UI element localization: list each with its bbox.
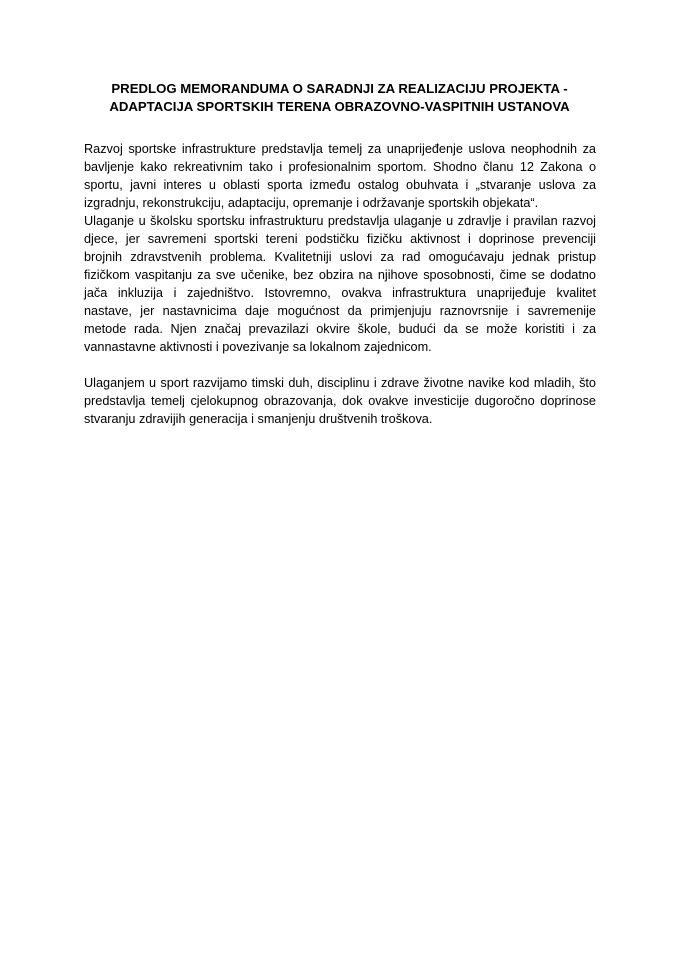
- paragraph-line: nastave, jer nastavnicima daje mogućnost da primjenjuju raznovrsnije i savremenije: [84, 304, 596, 318]
- paragraph-line: Ulaganje u školsku sportsku infrastrukturu predstavlja ulaganje u zdravlje i pravilan razvoj: [84, 214, 596, 228]
- paragraph-line: djece, jer savremeni sportski tereni podstičku fizičku aktivnost i doprinose prevenciji: [84, 232, 596, 246]
- paragraph-sport-benefits: [84, 374, 596, 428]
- paragraph-line: Razvoj sportske infrastrukture predstavlja temelj za unaprijeđenje uslova neophodnih za: [84, 142, 596, 156]
- paragraph-line: metode rada. Njen značaj prevazilazi okvire škole, budući da se može koristiti i za: [84, 322, 596, 336]
- paragraph-line: jača inkluzija i zajedništvo. Istovremno, ovakva infrastruktura unapriјeđuje kvalitet: [84, 286, 596, 300]
- paragraph-line: vannastavne aktivnosti i povezivanje sa lokalnom zajednicom.: [84, 340, 432, 354]
- title-line: PREDLOG MEMORANDUMA O SARADNJI ZA REALIZACIJU PROJEKTA -: [111, 81, 568, 96]
- paragraph-line: stvaranju zdravijih generacija i smanjenju društvenih troškova.: [84, 412, 433, 426]
- paragraph-line: izgradnju, rekonstrukciju, adaptaciju, opremanje i održavanje sportskih objekata“.: [84, 196, 539, 210]
- title-line: ADAPTACIJA SPORTSKIH TERENA OBRAZOVNO-VASPITNIH USTANOVA: [109, 99, 570, 114]
- paragraph-line: predstavlja temelj cjelokupnog obrazovanja, dok ovakve investicije dugoročno doprinose: [84, 394, 596, 408]
- paragraph-line: brojnih zdravstvenih problema. Kvalitetniji uslovi za rad omogućavaju jednak pristup: [84, 250, 596, 264]
- paragraph-line: sportu, javni interes u oblasti sporta između ostalog obuhvata i „stvaranje uslova za: [84, 178, 596, 192]
- document-title: [40, 80, 639, 116]
- paragraph-line: Ulaganjem u sport razvijamo timski duh, disciplinu i zdrave životne navike kod mladih, što: [84, 376, 596, 390]
- paragraph-infrastructure: [84, 140, 596, 212]
- paragraph-line: fizičkom vaspitanju za sve učenike, bez obzira na njihove sposobnosti, čime se dodatno: [84, 268, 596, 282]
- paragraph-school-investment: [84, 212, 596, 356]
- paragraph-line: bavljenje kako rekreativnim tako i profesionalnim sportom. Shodno članu 12 Zakona o: [84, 160, 596, 174]
